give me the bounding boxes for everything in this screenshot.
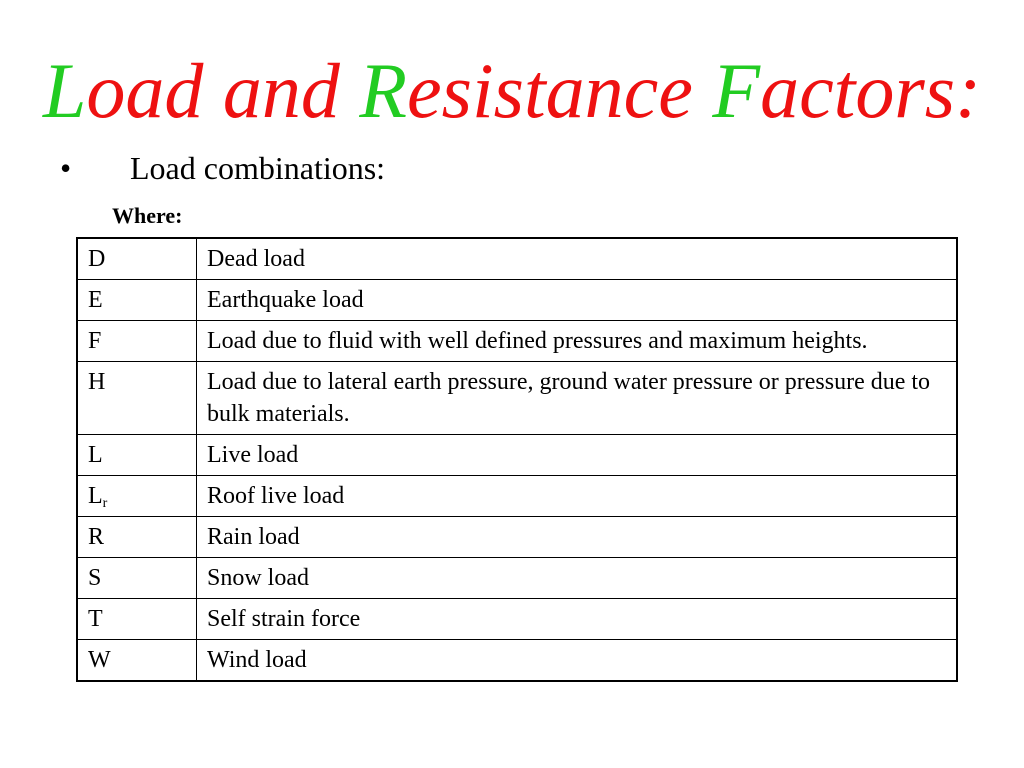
- symbol-cell: [77, 517, 197, 558]
- symbol-cell: [77, 321, 197, 362]
- title-part: F: [712, 47, 761, 134]
- symbol: W: [88, 647, 111, 673]
- description-cell: Dead load: [197, 238, 958, 280]
- bullet-text: Load combinations:: [130, 150, 386, 186]
- table-row: [77, 280, 957, 321]
- symbol: E: [88, 287, 103, 313]
- title-part: R: [359, 47, 407, 134]
- table-row: [77, 640, 957, 682]
- symbol-cell: [77, 599, 197, 640]
- symbol-cell: [77, 280, 197, 321]
- symbol-cell: [77, 362, 197, 435]
- symbol: R: [88, 524, 105, 550]
- bullet-glyph: •: [60, 150, 72, 186]
- table-row: [77, 435, 957, 476]
- table-row: [77, 476, 957, 517]
- symbol-cell: [77, 435, 197, 476]
- description-cell: Wind load: [197, 640, 958, 682]
- description-cell: Rain load: [197, 517, 958, 558]
- table-row: [77, 599, 957, 640]
- table-row: [77, 558, 957, 599]
- description-cell: Self strain force: [197, 599, 958, 640]
- table-row: [77, 321, 957, 362]
- title-part: oad and: [86, 47, 360, 134]
- description-cell: Load due to lateral earth pressure, ground water pressure or pressure due to bulk materials.: [197, 362, 958, 435]
- symbol: D: [88, 246, 106, 272]
- symbol: L: [88, 442, 103, 468]
- description-cell: Live load: [197, 435, 958, 476]
- symbol: T: [88, 606, 103, 632]
- load-definitions-table: [76, 237, 958, 682]
- table-row: [77, 362, 957, 435]
- symbol: H: [88, 369, 106, 395]
- title-part: L: [42, 47, 87, 134]
- bullet-item: [60, 148, 385, 188]
- symbol-cell: [77, 558, 197, 599]
- symbol: S: [88, 565, 102, 591]
- description-cell: Roof live load: [197, 476, 958, 517]
- title-part: actors:: [760, 47, 982, 134]
- symbol-cell: [77, 238, 197, 280]
- description-cell: Earthquake load: [197, 280, 958, 321]
- title-part: esistance: [406, 47, 713, 134]
- symbol: L: [88, 483, 103, 509]
- symbol: F: [88, 328, 102, 354]
- slide-title: [0, 47, 1024, 134]
- symbol-cell: [77, 476, 197, 517]
- table-row: [77, 517, 957, 558]
- where-label: Where:: [112, 203, 183, 228]
- symbol-cell: [77, 640, 197, 682]
- table-row: [77, 238, 957, 280]
- description-cell: Snow load: [197, 558, 958, 599]
- symbol-subscript: r: [102, 496, 108, 511]
- description-cell: Load due to fluid with well defined pressures and maximum heights.: [197, 321, 958, 362]
